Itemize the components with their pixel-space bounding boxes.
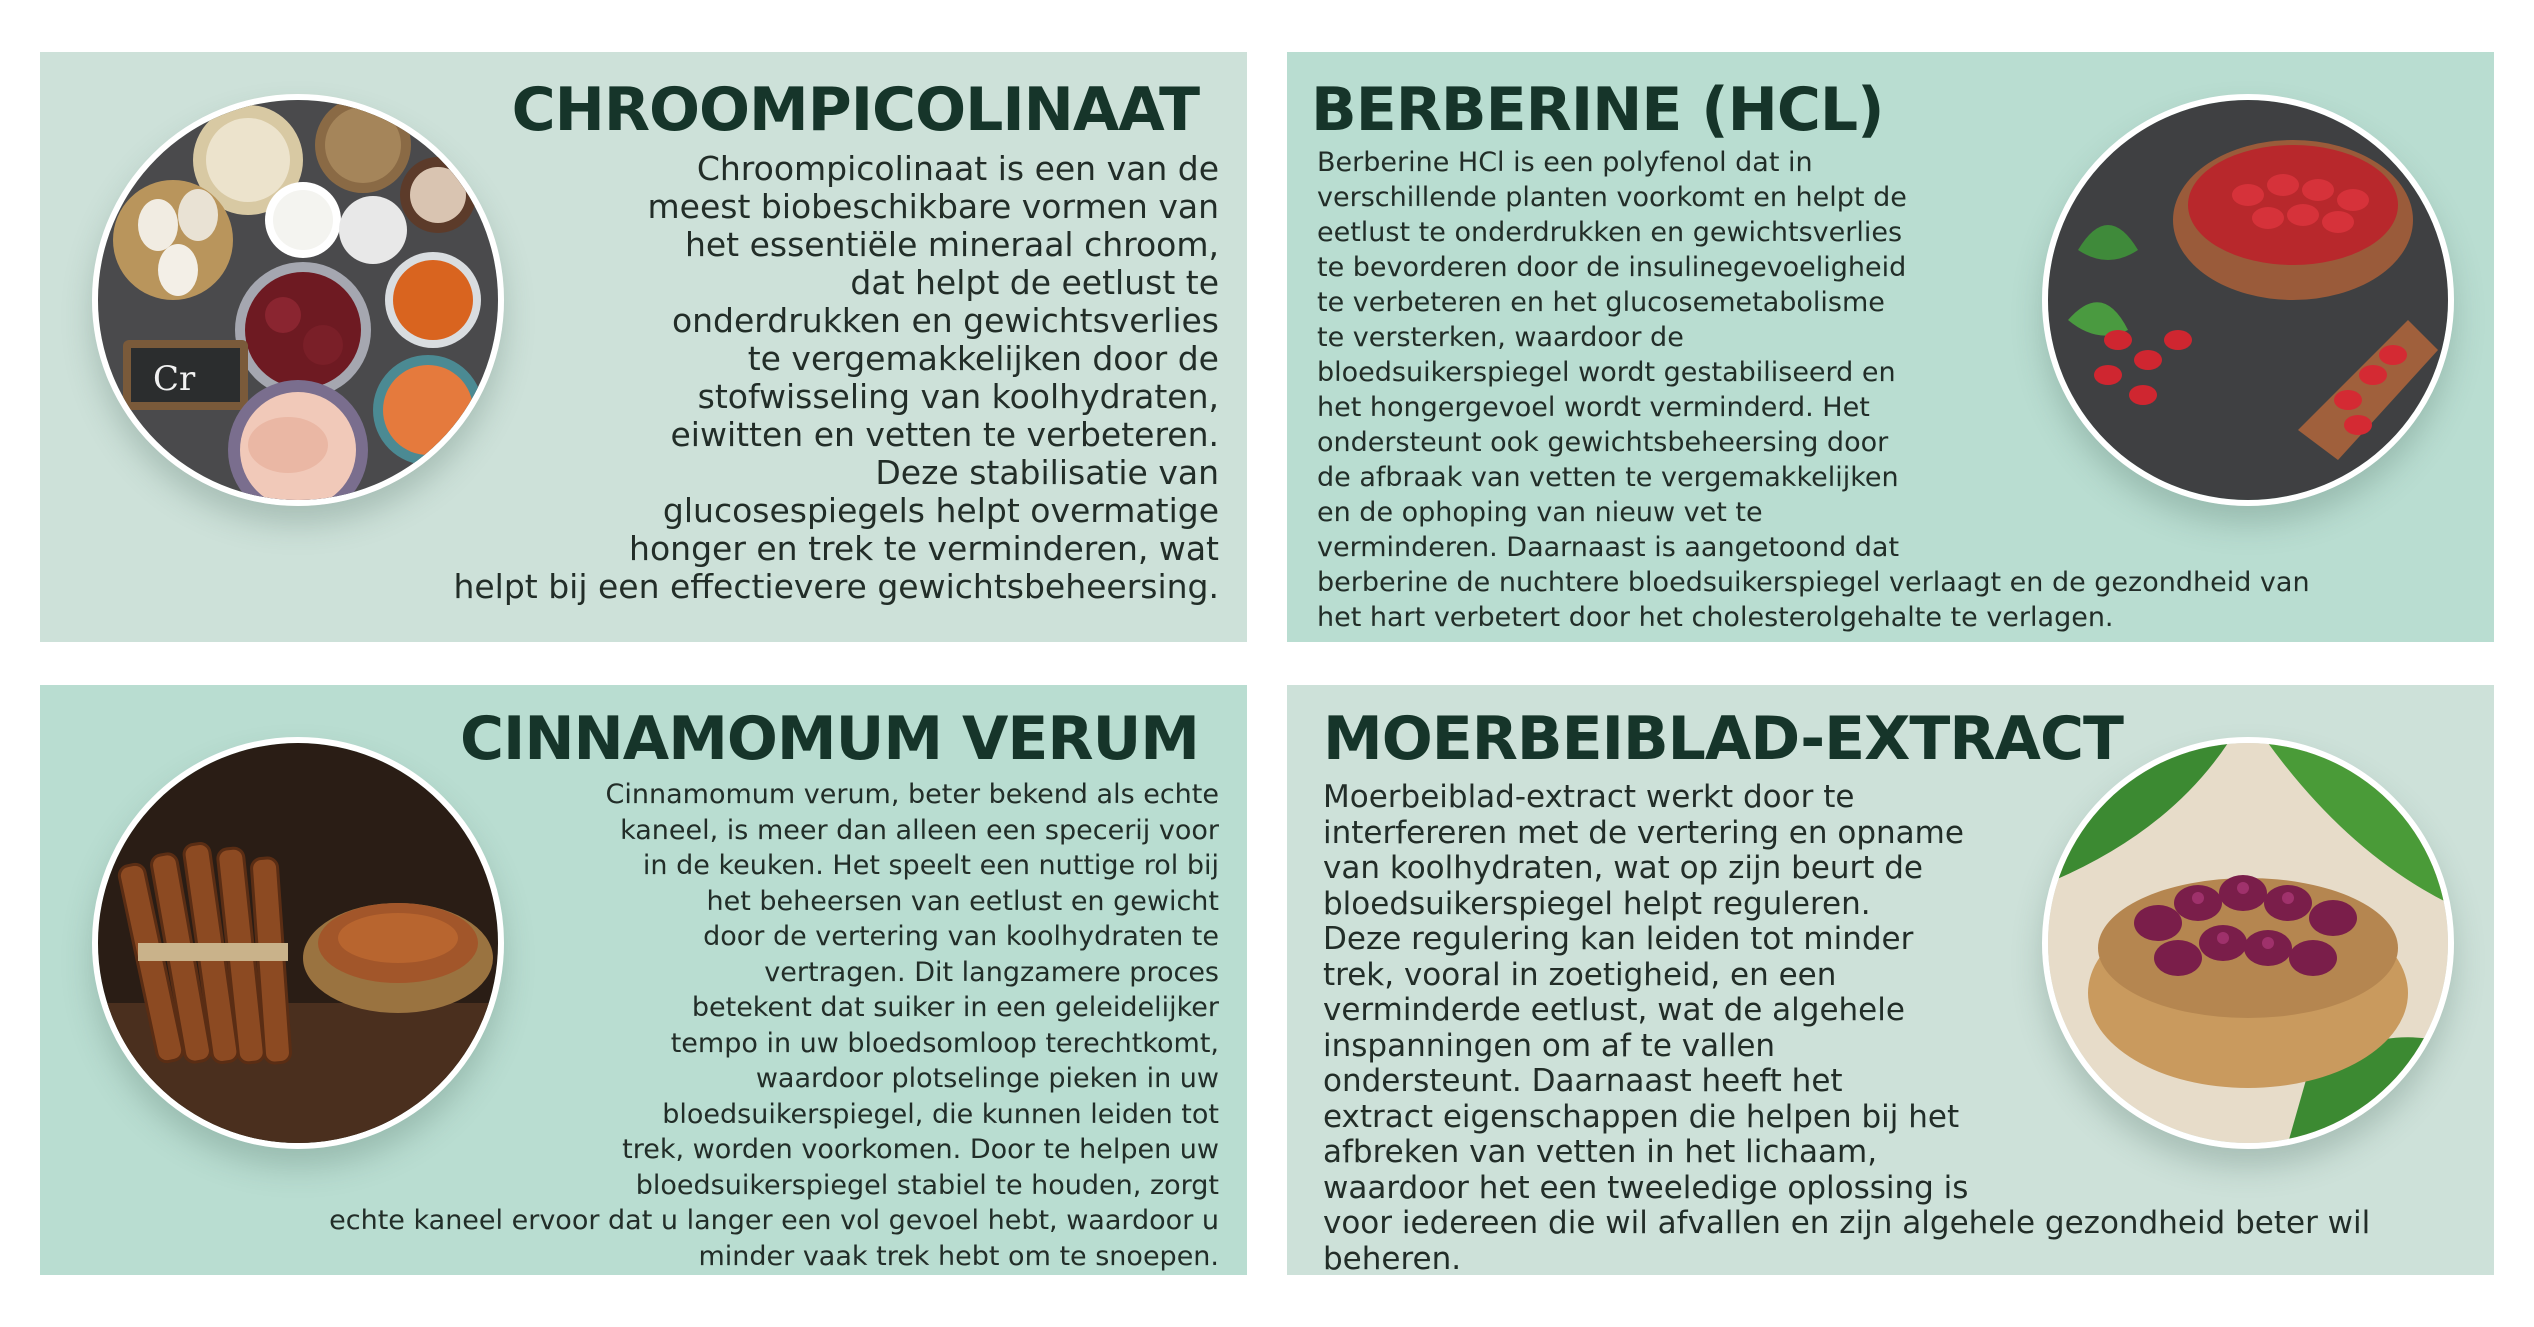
card-cinnamomum-verum bbox=[40, 685, 1247, 1275]
mulberries-illustration bbox=[2048, 743, 2448, 1143]
card-body-text: Chroompicolinaat is een van de meest biobeschikbare vormen van het essentiële mineraal chroom, dat helpt de eetlust te onderdrukken en gewichtsverlies te vergemakkelijken door de stofwisseling van koolhydraten, eiwitten en vetten te verbeteren. Deze stabilisatie van glucosespiegels helpt overmatige honger en trek te verminderen, wat helpt bij een effectievere gewichtsbeheersing. bbox=[453, 149, 1219, 606]
card-chroompicolinaat bbox=[40, 52, 1247, 642]
card-body-text: Berberine HCl is een polyfenol dat in verschillende planten voorkomt en helpt de eetlust te onderdrukken en gewichtsverlies te bevorderen door de insulinegevoeligheid te verbeteren en het glucosemetabolisme te versterken, waardoor de bloedsuikerspiegel wordt gestabiliseerd en het hongergevoel wordt verminderd. Het ondersteunt ook gewichtsbeheersing door de afbraak van vetten te vergemakkelijken en de ophoping van nieuw vet te verminderen. Daarnaast is aangetoond dat berberine de nuchtere bloedsuikerspiegel verlaagt en de gezondheid van het hart verbetert door het cholesterolgehalte te verlagen. bbox=[1317, 147, 2310, 633]
card-body-text: Cinnamomum verum, beter bekend als echte kaneel, is meer dan alleen een specerij voor in de keuken. Het speelt een nuttige rol bij het beheersen van eetlust en gewicht door de vertering van koolhydraten te vertragen. Dit langzamere proces betekent dat suiker in een geleidelijker tempo in uw bloedsomloop terechtkomt, waardoor plotselinge pieken in uw bloedsuikerspiegel, die kunnen leiden tot trek, worden voorkomen. Door te helpen uw bloedsuikerspiegel stabiel te houden, zorgt echte kaneel ervoor dat u langer een vol gevoel hebt, waardoor u minder vaak trek hebt om te snoepen. bbox=[329, 779, 1219, 1272]
card-moerbeiblad-extract bbox=[1287, 685, 2494, 1275]
mulberries-bowl-photo bbox=[2042, 737, 2454, 1149]
card-title: BERBERINE (HCL) bbox=[1311, 75, 1884, 145]
red-berries-illustration bbox=[2048, 100, 2448, 500]
card-title: CHROOMPICOLINAAT bbox=[511, 75, 1199, 145]
red-berries-bowl-photo bbox=[2042, 94, 2454, 506]
card-berberine bbox=[1287, 52, 2494, 642]
card-body-text: Moerbeiblad-extract werkt door te interfereren met de vertering en opname van koolhydraten, wat op zijn beurt de bloedsuikerspiegel helpt reguleren. Deze regulering kan leiden tot minder trek, vooral in zoetigheid, en een verminderde eetlust, wat de algehele inspanningen om af te vallen ondersteunt. Daarnaast heeft het extract eigenschappen die helpen bij het afbreken van vetten in het lichaam, waardoor het een tweeledige oplossing is voor iedereen die wil afvallen en zijn algehele gezondheid beter wil beheren. bbox=[1323, 779, 2371, 1275]
card-title: MOERBEIBLAD-EXTRACT bbox=[1323, 704, 2123, 774]
card-title: CINNAMOMUM VERUM bbox=[459, 704, 1199, 774]
svg-text:Cr: Cr bbox=[153, 359, 196, 399]
